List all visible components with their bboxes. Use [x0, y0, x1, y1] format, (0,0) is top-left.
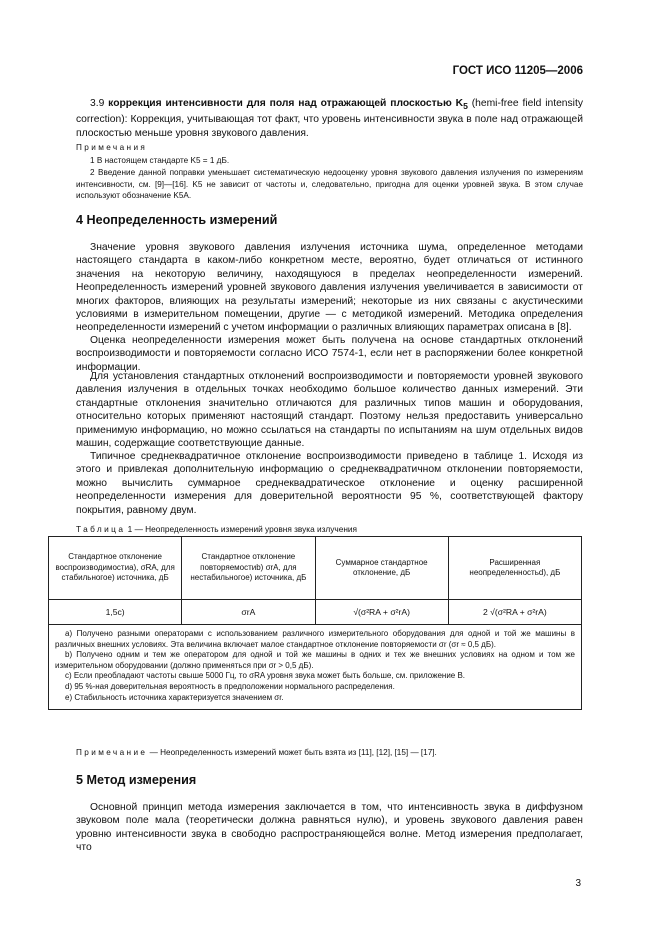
header-combined-deviation: Суммарное стандартное отклонение, дБ	[315, 537, 448, 600]
definition-3-9	[76, 97, 583, 140]
table-caption: Таблица 1 — Неопределенность измерений уровня звука излучения	[76, 524, 358, 534]
document-header: ГОСТ ИСО 11205—2006	[452, 65, 583, 77]
section-5-paragraph-1: Основной принцип метода измерения заключается в том, что интенсивность звука в диффузном звуковом поле мала (теоретически должна равняться нулю), и уровень звукового давления равен уровню интенсивности звука в свободно распространяющейся волне. Метод измерения предполагает, что	[76, 802, 583, 854]
footnote-d: d) 95 %-ная доверительная вероятность в предположении нормального распределения.	[65, 681, 395, 691]
footnote-e: e) Стабильность источника характеризуется значением σr.	[65, 692, 284, 702]
header-reproducibility: Стандартное отклонение воспроизводимостиa), σRA, для стабильногоe) источника, дБ	[49, 537, 182, 600]
section-4-paragraph-1: Значение уровня звукового давления излучения источника шума, определенное методами настоящего стандарта в каком-либо конкретном месте, вероятно, будет отличаться от истинного значения на некоторую величину, находящуюся в пределах неопределенности измерений. Неопределенность измерений уровней звукового давления излучения увеличивается в зависимости от многих факторов, влияющих на результаты измерений; некоторые из них связаны с акустическими условиями в измерительном помещении, другие — с методикой измерений. Методика определения неопределенности измерений с учетом информации о различных влияющих параметрах описана в [8].	[76, 242, 583, 334]
table-row	[49, 600, 582, 625]
section-5-title: 5 Метод измерения	[76, 773, 197, 787]
definition-text: (hemi-free field intensity correction): Коррекция, учитывающая тот факт, что уровень интенсивности звука в поле над отражающей плоскостью меньше уровня звукового давления.	[76, 98, 583, 139]
header-expanded-uncertainty: Расширенная неопределенностьd), дБ	[448, 537, 581, 600]
note-1: 1 В настоящем стандарте K5 = 1 дБ.	[90, 156, 230, 165]
section-4-paragraph-4: Типичное среднеквадратичное отклонение воспроизводимости приведено в таблице 1. Исходя из этого и привлекая дополнительную информацию о среднеквадратичном отклонении повторяемости, можно вычислить суммарное среднеквадратическое отклонение и оценку расширенной неопределенности измерения для доверительной вероятности 95 %, соответствующей фактору покрытия, равному двум.	[76, 451, 583, 516]
footnote-b: b) Получено одним и тем же оператором для одной и той же машины в одних и тех же внешних условиях на одном и том же измерительном оборудовании (должно применяться при σr > 0,5 дБ).	[55, 650, 575, 670]
section-4-paragraph-2: Оценка неопределенности измерения может быть получена на основе стандартных отклонений воспроизводимости и повторяемости согласно ИСО 7574-1, если нет в распоряжении более конкретной информации.	[76, 335, 583, 373]
header-repeatability: Стандартное отклонение повторяемостиb) σrA, для нестабильногоe) источника, дБ	[182, 537, 315, 600]
cell-combined-deviation: √(σ²RA + σ²rA)	[315, 600, 448, 625]
cell-expanded-uncertainty: 2 √(σ²RA + σ²rA)	[448, 600, 581, 625]
definition-term: коррекция интенсивности для поля над отражающей плоскостью K	[108, 98, 464, 109]
definition-term-subscript: 5	[463, 101, 468, 112]
notes-label: Примечания	[76, 143, 148, 152]
note-2: 2 Введение данной поправки уменьшает систематическую недооценку уровня звукового давления излучения по измерениям интенсивности, см. [9]—[16]. K5 не зависит от частоты и, следовательно, пригодна для оценки уровней звука. В этом случае используют обозначение K5A.	[76, 168, 583, 201]
footnote-a: a) Получено разными операторами с использованием различного измерительного оборудования для одной и той же машины в различных внешних условиях. Эта величина включает малое стандартное отклонение повторяемости σr (σr ≈ 0,5 дБ).	[55, 629, 575, 649]
section-4-title: 4 Неопределенность измерений	[76, 213, 278, 227]
definition-number: 3.9	[90, 98, 105, 109]
table-header-row	[49, 537, 582, 600]
footnote-c: c) Если преобладают частоты свыше 5000 Гц, то σRA уровня звука может быть больше, см. приложение В.	[65, 671, 466, 681]
note-table-source: Примечание — Неопределенность измерений может быть взята из [11], [12], [15] — [17].	[76, 748, 437, 757]
uncertainty-table	[48, 536, 582, 710]
section-4-paragraph-3: Для установления стандартных отклонений воспроизводимости и повторяемости уровней звукового давления излучения в отдельных точках необходимо большое количество данных измерений. Эти стандартные отклонения значительно отличаются для различных типов машин и оборудования, относительно которых применяют настоящий стандарт. Поэтому нельзя предоставить универсально применимую информацию, но можно ссылаться на стандарты по испытаниям на шум отдельных видов машин, содержащие соответствующие данные.	[76, 371, 583, 450]
table-footnotes-row	[49, 625, 582, 710]
cell-reproducibility: 1,5c)	[49, 600, 182, 625]
page-number: 3	[575, 878, 581, 889]
table-footnotes	[49, 625, 582, 710]
cell-repeatability: σrA	[182, 600, 315, 625]
